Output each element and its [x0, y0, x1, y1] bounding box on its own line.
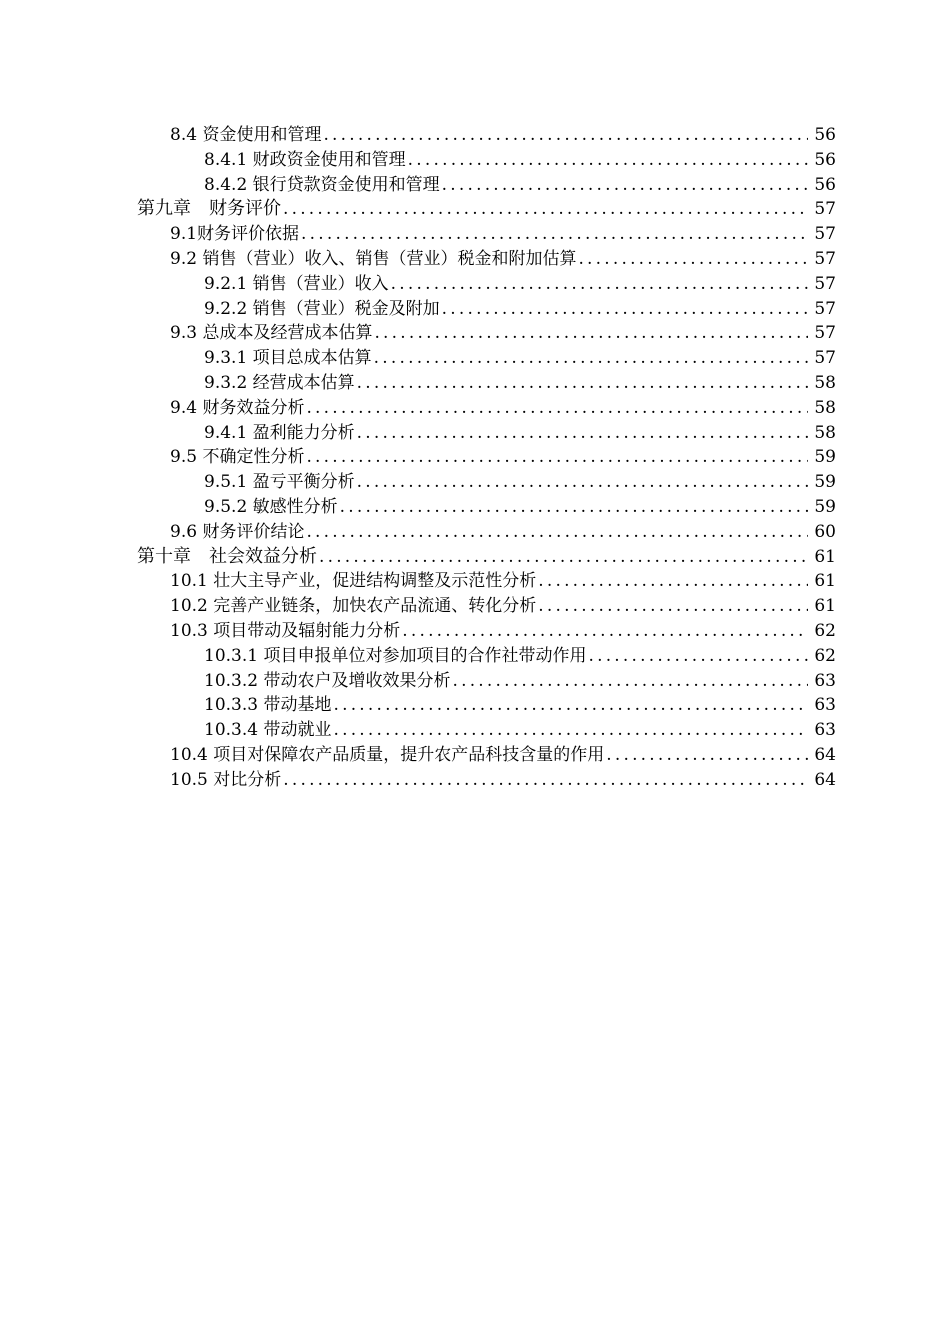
toc-page-number: 58 — [814, 422, 836, 443]
toc-entry-title: 10.1 壮大主导产业，促进结构调整及示范性分析 — [170, 571, 537, 592]
toc-chapter-entry[interactable] — [0, 197, 950, 222]
toc-chapter-entry[interactable] — [0, 545, 950, 570]
toc-page-number: 59 — [814, 447, 836, 468]
toc-dot-leader — [588, 644, 808, 669]
toc-entry-title: 9.3 总成本及经营成本估算 — [170, 323, 373, 344]
toc-page-number: 57 — [814, 224, 836, 245]
table-of-contents — [0, 123, 950, 793]
toc-entry-title: 第十章 社会效益分析 — [137, 545, 317, 567]
toc-entry-title: 8.4.2 银行贷款资金使用和管理 — [204, 174, 440, 195]
toc-entry-title: 8.4 资金使用和管理 — [170, 125, 322, 145]
toc-page-number: 58 — [814, 372, 836, 393]
toc-entry[interactable] — [0, 619, 950, 644]
toc-dot-leader — [374, 346, 808, 371]
toc-page-number: 62 — [814, 645, 836, 666]
toc-page-number: 62 — [814, 620, 836, 641]
toc-page-number: 57 — [814, 323, 836, 344]
toc-entry[interactable] — [0, 421, 950, 446]
toc-dot-leader — [306, 396, 808, 421]
toc-entry[interactable] — [0, 594, 950, 619]
toc-entry[interactable] — [0, 371, 950, 396]
toc-entry[interactable] — [0, 718, 950, 743]
toc-entry[interactable] — [0, 272, 950, 297]
toc-page-number: 57 — [814, 348, 836, 369]
toc-page-number: 63 — [814, 695, 836, 716]
toc-page-number: 60 — [814, 521, 836, 542]
toc-dot-leader — [606, 743, 808, 768]
toc-dot-leader — [442, 297, 808, 322]
toc-dot-leader — [306, 520, 808, 545]
toc-entry[interactable] — [0, 247, 950, 272]
toc-dot-leader — [306, 445, 808, 470]
toc-entry-title: 10.2 完善产业链条，加快农产品流通、转化分析 — [170, 596, 537, 617]
toc-entry-title: 第九章 财务评价 — [137, 198, 281, 220]
toc-dot-leader — [340, 495, 808, 520]
toc-entry[interactable] — [0, 669, 950, 694]
toc-dot-leader — [357, 421, 808, 446]
toc-entry[interactable] — [0, 173, 950, 198]
toc-page-number: 59 — [814, 472, 836, 493]
toc-entry[interactable] — [0, 644, 950, 669]
toc-dot-leader — [357, 371, 808, 396]
toc-page-number: 56 — [814, 149, 836, 170]
toc-entry[interactable] — [0, 321, 950, 346]
toc-entry-title: 9.5.2 敏感性分析 — [204, 496, 338, 517]
toc-entry[interactable] — [0, 346, 950, 371]
toc-entry[interactable] — [0, 445, 950, 470]
toc-page-number: 61 — [814, 571, 836, 592]
toc-page-number: 57 — [814, 273, 836, 294]
toc-entry-title: 9.3.2 经营成本估算 — [204, 372, 355, 393]
toc-entry-title: 9.3.1 项目总成本估算 — [204, 348, 372, 369]
toc-page-number: 58 — [814, 397, 836, 418]
toc-page-number: 59 — [814, 496, 836, 517]
toc-entry-title: 9.2 销售（营业）收入、销售（营业）税金和附加估算 — [170, 248, 577, 269]
toc-dot-leader — [391, 272, 808, 297]
toc-dot-leader — [283, 768, 808, 793]
toc-page-number: 64 — [814, 769, 836, 790]
toc-dot-leader — [301, 222, 808, 247]
toc-entry[interactable] — [0, 297, 950, 322]
toc-entry-title: 9.5.1 盈亏平衡分析 — [204, 472, 355, 493]
toc-entry-title: 9.1财务评价依据 — [170, 224, 300, 245]
toc-page-number: 57 — [814, 298, 836, 319]
toc-entry-title: 10.3.2 带动农户及增收效果分析 — [204, 670, 451, 691]
toc-page-number: 56 — [814, 174, 836, 195]
toc-entry[interactable] — [0, 222, 950, 247]
toc-dot-leader — [538, 594, 808, 619]
toc-entry-title: 9.6 财务评价结论 — [170, 521, 305, 542]
toc-entry-title: 9.4 财务效益分析 — [170, 397, 305, 418]
toc-dot-leader — [408, 148, 808, 173]
toc-entry-title: 10.3 项目带动及辐射能力分析 — [170, 620, 401, 641]
toc-entry[interactable] — [0, 396, 950, 421]
toc-page-number: 57 — [814, 248, 836, 269]
toc-dot-leader — [357, 470, 808, 495]
toc-page-number: 56 — [814, 125, 836, 145]
toc-entry[interactable] — [0, 569, 950, 594]
toc-dot-leader — [452, 669, 808, 694]
toc-page-number: 61 — [814, 596, 836, 617]
toc-entry-title: 10.5 对比分析 — [170, 769, 282, 790]
toc-dot-leader — [538, 569, 808, 594]
toc-entry-title: 10.4 项目对保障农产品质量，提升农产品科技含量的作用 — [170, 744, 605, 765]
toc-entry-title: 9.5 不确定性分析 — [170, 447, 305, 468]
toc-page-number: 61 — [814, 546, 836, 567]
toc-dot-leader — [333, 718, 808, 743]
toc-dot-leader — [442, 173, 808, 198]
toc-entry-title: 8.4.1 财政资金使用和管理 — [204, 149, 406, 170]
toc-page-number: 57 — [814, 199, 836, 220]
toc-entry-title: 10.3.3 带动基地 — [204, 695, 332, 716]
toc-entry-title: 10.3.4 带动就业 — [204, 720, 332, 741]
toc-dot-leader — [319, 545, 808, 570]
toc-entry[interactable] — [0, 123, 950, 148]
toc-entry[interactable] — [0, 768, 950, 793]
toc-entry[interactable] — [0, 148, 950, 173]
toc-entry[interactable] — [0, 520, 950, 545]
toc-page-number: 63 — [814, 670, 836, 691]
toc-entry[interactable] — [0, 470, 950, 495]
toc-dot-leader — [374, 321, 808, 346]
toc-page-number: 63 — [814, 720, 836, 741]
toc-dot-leader — [283, 197, 808, 222]
toc-entry-title: 9.4.1 盈利能力分析 — [204, 422, 355, 443]
toc-entry-title: 9.2.2 销售（营业）税金及附加 — [204, 298, 440, 319]
toc-entry[interactable] — [0, 693, 950, 718]
toc-dot-leader — [323, 123, 808, 148]
toc-dot-leader — [333, 693, 808, 718]
toc-entry[interactable] — [0, 495, 950, 520]
toc-entry-title: 10.3.1 项目申报单位对参加项目的合作社带动作用 — [204, 645, 587, 666]
toc-entry-title: 9.2.1 销售（营业）收入 — [204, 273, 389, 294]
toc-page-number: 64 — [814, 744, 836, 765]
toc-entry[interactable] — [0, 743, 950, 768]
toc-dot-leader — [402, 619, 808, 644]
toc-dot-leader — [578, 247, 808, 272]
